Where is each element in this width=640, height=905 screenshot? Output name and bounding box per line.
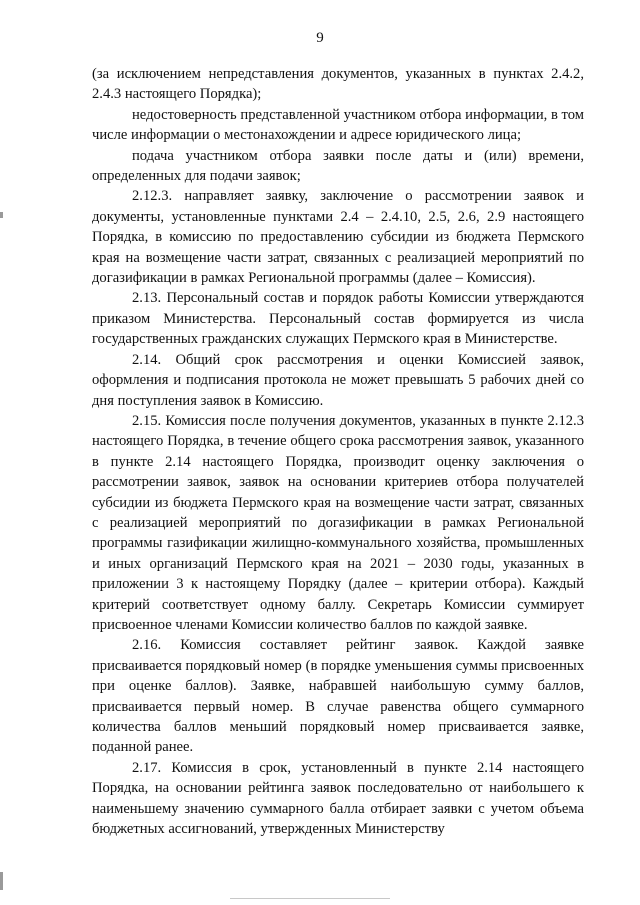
paragraph-continuation: (за исключением непредставления документов, указанных в пунктах 2.4.2, 2.4.3 настоящего Порядка);: [92, 66, 584, 103]
scan-edge-mark: [0, 212, 3, 218]
page-number: 9: [316, 30, 324, 46]
paragraph-2-15: 2.15. Комиссия после получения документов, указанных в пункте 2.12.3 настоящего Порядка, в течение общего срока рассмотрения заявок, указанного в пункте 2.14 настоящего Порядка, производит оценку заключения о рассмотрении заявок, заявок на основании критериев отбора получателей субсидии из бюджета Пермского края на возмещение части затрат, связанных с реализацией мероприятий по догазификации в рамках Региональной программы газификации жилищно-коммунального хозяйства, промышленных и иных организаций Пермского края на 2021 – 2030 годы, указанных в приложении 3 к настоящему Порядку (далее – критерии отбора). Каждый критерий соответствует одному баллу. Секретарь Комиссии суммирует присвоенное членами Комиссии количество баллов по каждой заявке.: [92, 412, 584, 633]
scan-edge-mark: [0, 872, 3, 890]
document-body: [92, 64, 584, 839]
paragraph-2-12-3: 2.12.3. направляет заявку, заключение о рассмотрении заявок и документы, установленные пунктами 2.4 – 2.4.10, 2.5, 2.6, 2.9 настоящего Порядка, в комиссию по предоставлению субсидии из бюджета Пермского края на возмещение части затрат, связанных с реализацией мероприятий по догазификации в рамках Региональной программы (далее – Комиссия).: [92, 188, 584, 287]
paragraph-unreliable-info: недостоверность представленной участником отбора информации, в том числе информации о местонахождении и адресе юридического лица;: [92, 106, 584, 144]
paragraph-2-17: 2.17. Комиссия в срок, установленный в пункте 2.14 настоящего Порядка, на основании рейтинга заявок последовательно от наибольшего к наименьшему значению суммарного балла отбирает заявки с учетом объема бюджетных ассигнований, утвержденных Министерству: [92, 759, 584, 838]
paragraph-2-14: 2.14. Общий срок рассмотрения и оценки Комиссией заявок, оформления и подписания протокола не может превышать 5 рабочих дней со дня поступления заявок в Комиссию.: [92, 351, 584, 409]
scan-artifact-line: [230, 898, 390, 899]
paragraph-2-16: 2.16. Комиссия составляет рейтинг заявок. Каждой заявке присваивается порядковый номер (в порядке уменьшения суммы присвоенных при оценке баллов). Заявке, набравшей наибольшую сумму баллов, присваивается первый номер. В случае равенства общего суммарного количества баллов меньший порядковый номер присваивается заявке, поданной ранее.: [92, 637, 584, 756]
paragraph-2-13: 2.13. Персональный состав и порядок работы Комиссии утверждаются приказом Министерства. Персональный состав формируется из числа государственных гражданских служащих Пермского края в Министерстве.: [92, 290, 584, 348]
paragraph-late-submission: подача участником отбора заявки после даты и (или) времени, определенных для подачи заявок;: [92, 147, 584, 185]
